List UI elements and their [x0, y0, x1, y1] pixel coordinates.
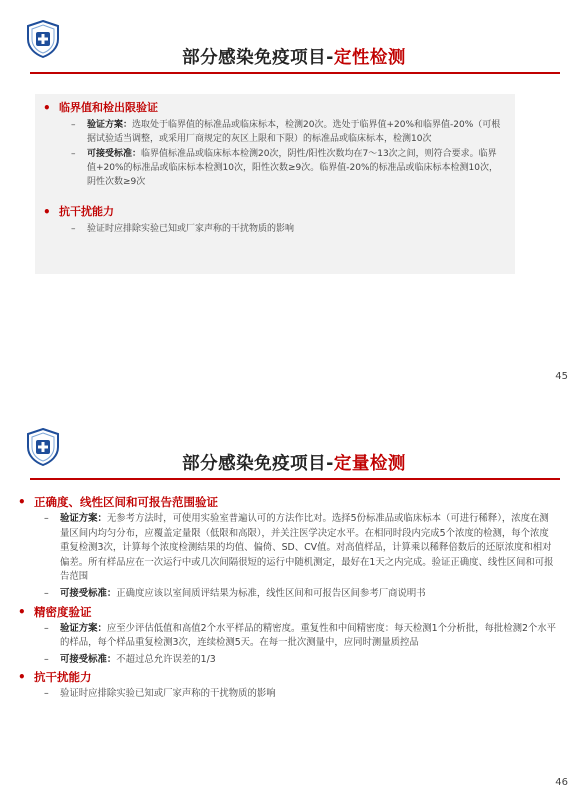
page-number: 45 — [555, 371, 568, 382]
section-heading-interference: • 抗干扰能力 — [43, 205, 114, 219]
section-heading-accuracy: • 正确度、线性区间和可报告范围验证 — [18, 495, 218, 509]
section-heading-precision: • 精密度验证 — [18, 604, 92, 619]
bullet-icon: • — [43, 205, 51, 219]
dash-icon: – — [44, 622, 49, 634]
dash-icon: – — [44, 653, 49, 665]
slide-45 — [0, 0, 588, 395]
dash-icon: – — [71, 224, 76, 234]
list-item: – 验证方案：无参考方法时，可使用实验室普遍认可的方法作比对。选择5份标准品或临床标本（可进行稀释），浓度在测量区间内均匀分布，应覆盖定量限（低限和高限），并关注医学决定水平。在相同时段内完成5个浓度的检测，每个浓度重复检测3次，计算每个浓度检测结果的均值、偏倚、SD、CV值。对高值样品，计算乘以稀释倍数后的还原浓度和相对偏差。所有样品应在一次运行中或几次间隔很短的运行中随机测定，最好在1天之内完成。验证正确度、线性区间和可报告范围 — [44, 513, 554, 583]
page-title: 部分感染免疫项目-定量检测 — [182, 454, 406, 474]
list-item: – 验证时应排除实验已知或厂家声称的干扰物质的影响 — [44, 687, 558, 702]
page-title: 部分感染免疫项目-定性检测 — [182, 48, 406, 68]
title-divider — [30, 478, 560, 480]
slide-46 — [0, 400, 588, 801]
list-item: – 验证方案：选取处于临界值的标准品或临床标本，检测20次。选处于临界值+20%和临界值-20%（可根据试验适当调整，或采用厂商规定的灰区上限和下限）的标准品或临床标本，检测10次 — [71, 120, 501, 144]
list-item: – 可接受标准：不超过总允许误差的1/3 — [44, 653, 558, 668]
section-heading-interference: • 抗干扰能力 — [18, 670, 92, 685]
title-divider — [30, 72, 560, 74]
list-item: – 可接受标准：正确度应该以室间质评结果为标准，线性区间和可报告区间参考厂商说明书 — [44, 587, 558, 602]
dash-icon: – — [71, 120, 76, 130]
bullet-icon: • — [43, 101, 51, 115]
bullet-icon: • — [18, 604, 26, 619]
content-panel — [35, 94, 515, 274]
bullet-icon: • — [18, 495, 26, 509]
content-body — [18, 494, 558, 704]
list-item: – 验证时应排除实验已知或厂家声称的干扰物质的影响 — [71, 224, 295, 234]
dash-icon: – — [71, 149, 76, 159]
page-number: 46 — [555, 777, 568, 788]
list-item: – 可接受标准：临界值标准品或临床标本检测20次，阴性/阳性次数均在7～13次之间，则符合要求。临界值+20%的标准品或临床标本检测10次，阳性次数≥9次。临界值-20%的标准品或临床标本检测10次，阴性次数≥9次 — [71, 149, 498, 187]
dash-icon: – — [44, 587, 49, 599]
bullet-icon: • — [18, 670, 26, 685]
dash-icon: – — [44, 688, 49, 700]
list-item: – 验证方案：应至少评估低值和高值2个水平样品的精密度。重复性和中间精密度：每天检测1个分析批，每批检测2个水平的样品，每个样品重复检测3次，连续检测5天。在每一批次测量中，应同时测量质控品 — [44, 622, 557, 649]
section-heading-threshold: • 临界值和检出限验证 — [43, 101, 158, 115]
dash-icon: – — [44, 513, 49, 524]
